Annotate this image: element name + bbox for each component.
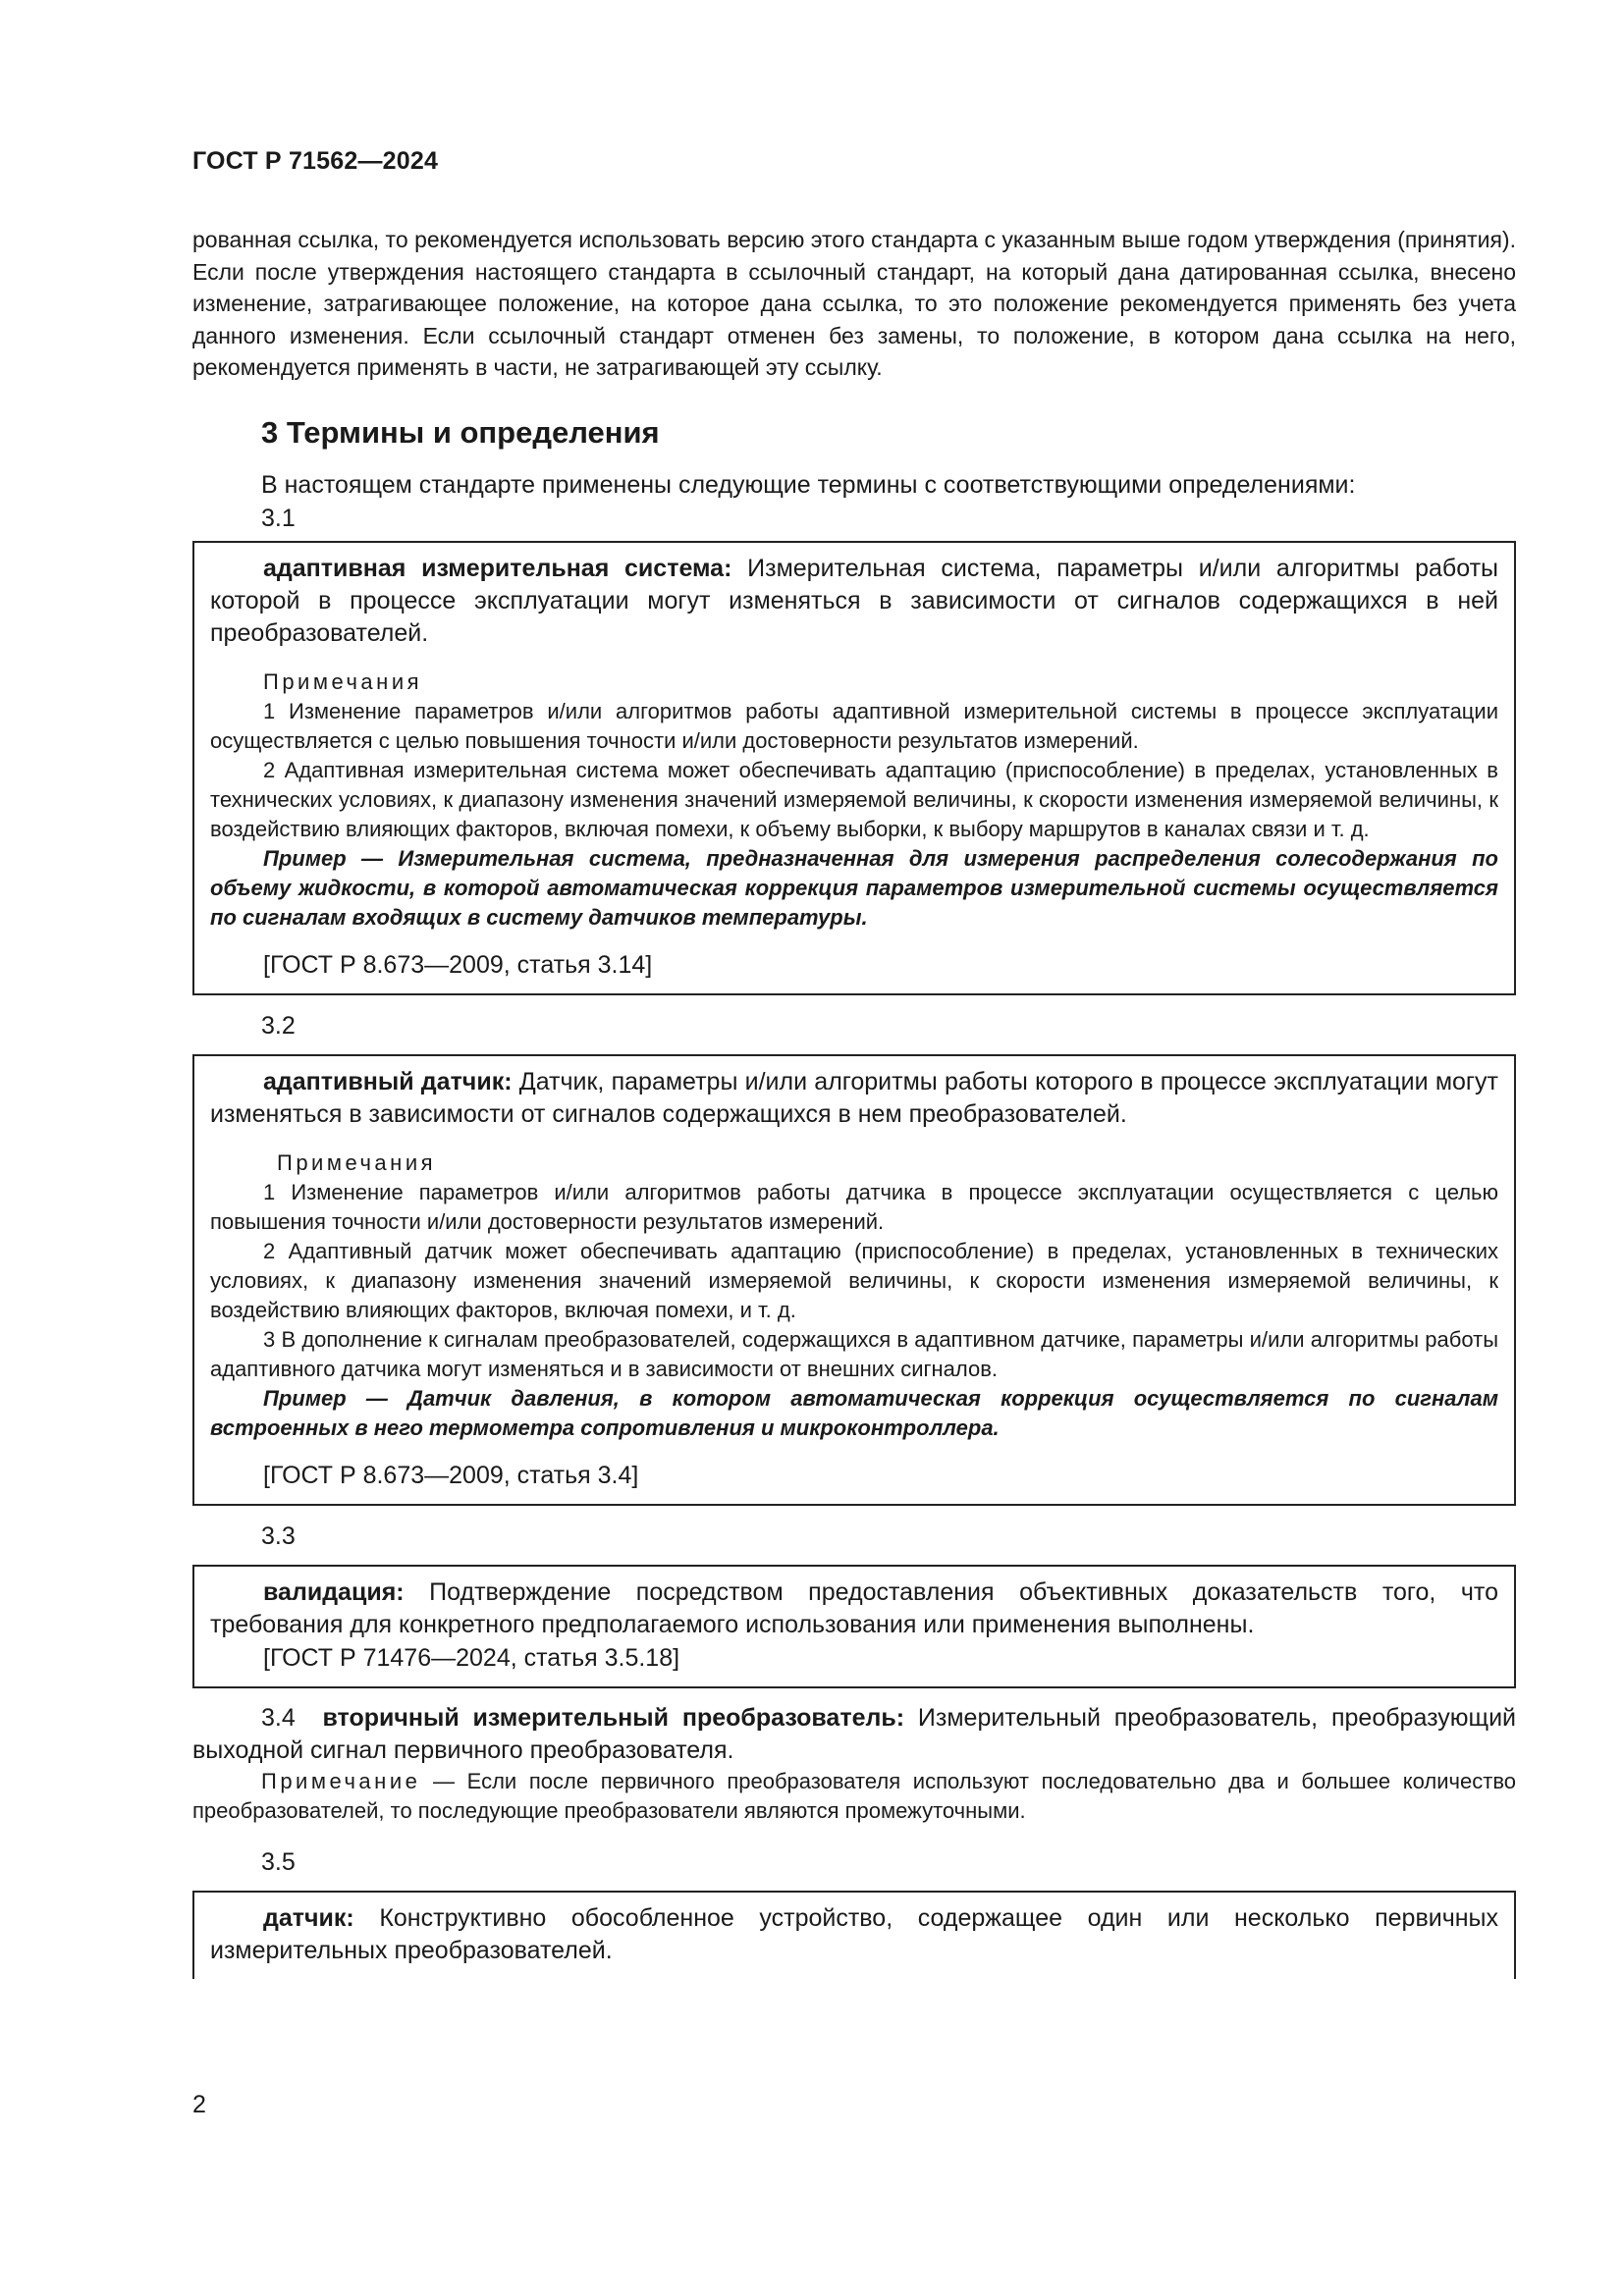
term-text: Конструктивно обособленное устройство, содержащее один или несколько первичных измерительных преобразователей. [210,1903,1498,1964]
term-number-3-5: 3.5 [261,1847,296,1876]
note-item: 2 Адаптивный датчик может обеспечивать адаптацию (приспособление) в пределах, установленных в технических условиях, к диапазону изменения значений измеряемой величины, к скорости изменения измеряемой величины, к воздействию влияющих факторов, включая помехи, и т. д. [210,1238,1498,1322]
term-text: Измерительная система, параметры и/или алгоритмы работы которой в процессе эксплуатации могут изменяться в зависимости от сигналов содержащихся в ней преобразователей. [210,554,1498,647]
note-item: 3 В дополнение к сигналам преобразователей, содержащихся в адаптивном датчике, параметры и/или алгоритмы работы адаптивного датчика могут изменяться и в зависимости от внешних сигналов. [210,1326,1498,1381]
term-box-3-1 [192,541,1516,995]
term-definition [210,553,1498,650]
term-number-3-1: 3.1 [261,504,296,532]
term-name: адаптивная измерительная система: [263,554,732,582]
term-definition [210,1066,1498,1131]
page-content [192,224,1516,1979]
page-number: 2 [192,2091,206,2118]
note-item: 1 Изменение параметров и/или алгоритмов работы датчика в процессе эксплуатации осуществляется с целью повышения точности и/или достоверности результатов измерений. [210,1179,1498,1234]
notes-heading: Примечания [263,668,423,694]
note-text: — Если после первичного преобразователя используют последовательно два и большее количество преобразователей, то последующие преобразователи являются промежуточными. [192,1768,1516,1823]
term-number: 3.4 [261,1703,296,1732]
note-item: 1 Изменение параметров и/или алгоритмов работы адаптивной измерительной системы в процессе эксплуатации осуществляется с целью повышения точности и/или достоверности результатов измерений. [210,698,1498,753]
term-definition [210,1576,1498,1641]
source-reference: [ГОСТ Р 8.673—2009, статья 3.14] [263,950,653,979]
term-definition [210,1902,1498,1967]
term-name: датчик: [263,1903,354,1932]
term-name: валидация: [263,1577,405,1606]
section-title: 3 Термины и определения [261,414,660,450]
term-3-4 [192,1702,1516,1767]
section-lead: В настоящем стандарте применены следующие термины с соответствующими определениями: [261,470,1356,499]
source-reference: [ГОСТ Р 71476—2024, статья 3.5.18] [263,1643,680,1672]
term-number-3-3: 3.3 [261,1522,296,1550]
intro-text: рованная ссылка, то рекомендуется использовать версию этого стандарта с указанным выше годом утверждения (принятия). Если после утверждения настоящего стандарта в ссылочный стандарт, на который дана датированная ссылка, внесено изменение, затрагивающее положение, на которое дана ссылка, то это положение рекомендуется применять без учета данного изменения. Если ссылочный стандарт отменен без замены, то положение, в котором дана ссылка на него, рекомендуется применять в части, не затрагивающей эту ссылку. [192,227,1516,380]
term-box-3-3 [192,1565,1516,1688]
term-box-3-2 [192,1054,1516,1506]
term-name: вторичный измерительный преобразователь: [322,1703,905,1732]
notes-heading: Примечания [277,1149,437,1175]
term-3-4-note [192,1767,1516,1826]
note-label: Примечание [261,1768,421,1793]
term-text: Измерительный преобразователь, преобразующий выходной сигнал первичного преобразователя. [192,1703,1516,1764]
term-number-3-2: 3.2 [261,1011,296,1040]
source-reference: [ГОСТ Р 8.673—2009, статья 3.4] [263,1461,639,1489]
example-text: Пример — Измерительная система, предназначенная для измерения распределения солесодержания по объему жидкости, в которой автоматическая коррекция параметров измерительной системы осуществляется по сигналам входящих в систему датчиков температуры. [210,845,1498,930]
example-text: Пример — Датчик давления, в котором автоматическая коррекция осуществляется по сигналам встроенных в него термометра сопротивления и микроконтроллера. [210,1385,1498,1440]
intro-paragraph [192,224,1516,384]
term-box-3-5 [192,1891,1516,1979]
note-item: 2 Адаптивная измерительная система может обеспечивать адаптацию (приспособление) в пределах, установленных в технических условиях, к диапазону изменения значений измеряемой величины, к скорости изменения измеряемой величины, к воздействию влияющих факторов, включая помехи, к объему выборки, к выбору маршрутов в каналах связи и т. д. [210,757,1498,841]
term-name: адаптивный датчик: [263,1067,513,1095]
term-text: Датчик, параметры и/или алгоритмы работы которого в процессе эксплуатации могут изменяться в зависимости от сигналов содержащихся в нем преобразователей. [210,1067,1498,1128]
term-text: Подтверждение посредством предоставления объективных доказательств того, что требования для конкретного предполагаемого использования или применения выполнены. [210,1577,1498,1638]
document-header: ГОСТ Р 71562—2024 [192,147,439,175]
